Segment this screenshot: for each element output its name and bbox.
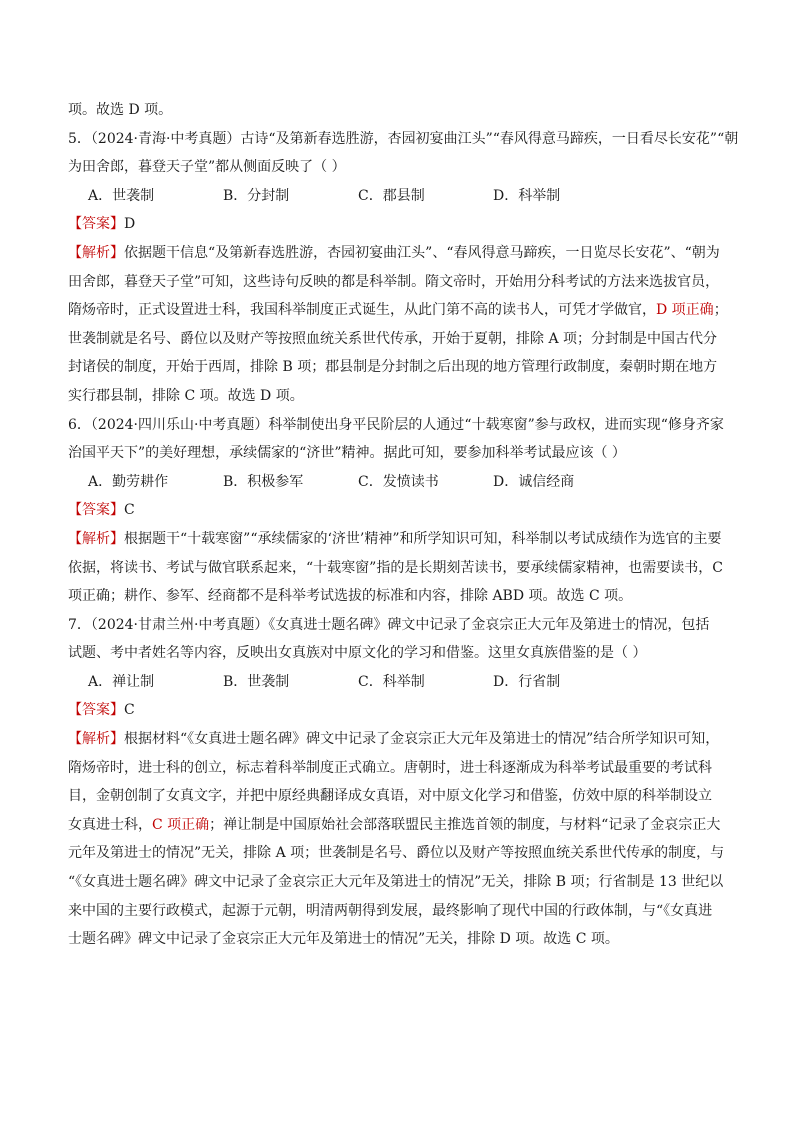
answer-line bbox=[68, 210, 726, 239]
analysis-line: 世袭制就是名号、爵位以及财产等按照血统关系世代传承，开始于夏朝，排除 A 项；分封制是中国古代分 bbox=[68, 330, 718, 347]
option-b: B．世袭制 bbox=[223, 673, 290, 690]
answer-tag: 【答案】 bbox=[68, 702, 124, 719]
options-row bbox=[68, 468, 726, 497]
analysis-text: 根据材料“《女真进士题名碑》碑文中记录了金哀宗正大元年及第进士的情况”结合所学知识可知， bbox=[124, 731, 720, 748]
analysis-text: 依据题干信息“及第新春选胜游，杏园初宴曲江头”、“春风得意马蹄疾，一日览尽长安花”、“朝为 bbox=[124, 244, 720, 261]
analysis-line: 隋炀帝时，进士科的创立，标志着科举制度正式确立。唐朝时，进士科逐渐成为科举考试最重要的考试科 bbox=[68, 759, 712, 776]
option-c: C．郡县制 bbox=[358, 187, 425, 204]
question-stem-line: 为田舍郎，暮登天子堂”都从侧面反映了（ ） bbox=[68, 159, 346, 176]
option-b: B．积极参军 bbox=[223, 473, 304, 490]
option-a: A．世袭制 bbox=[88, 187, 155, 204]
option-d: D．诚信经商 bbox=[493, 473, 575, 490]
question-7 bbox=[68, 611, 726, 954]
answer-line bbox=[68, 696, 726, 725]
option-b: B．分封制 bbox=[223, 187, 290, 204]
analysis-line: 封诸侯的制度，开始于西周，排除 B 项；郡县制是分封制之后出现的地方管理行政制度，秦朝时期在地方 bbox=[68, 359, 718, 376]
answer-value: C bbox=[124, 702, 135, 719]
options-row bbox=[68, 182, 726, 211]
question-6 bbox=[68, 411, 726, 611]
question-stem-line: 7．（2024·甘肃兰州·中考真题）《女真进士题名碑》碑文中记录了金哀宗正大元年及第进士的情况，包括 bbox=[68, 616, 710, 633]
analysis-line: “《女真进士题名碑》碑文中记录了金哀宗正大元年及第进士的情况”无关，排除 B 项；行省制是 13 世纪以 bbox=[68, 874, 724, 891]
analysis-line: 项正确；耕作、参军、经商都不是科举考试选拔的标准和内容，排除 ABD 项。故选 C 项。 bbox=[68, 588, 633, 605]
analysis-line: 士题名碑》碑文中记录了金哀宗正大元年及第进士的情况”无关，排除 D 项。故选 C 项。 bbox=[68, 931, 619, 948]
answer-value: D bbox=[124, 216, 136, 233]
question-stem-line: 5．（2024·青海·中考真题）古诗“及第新春选胜游，杏园初宴曲江头”“春风得意马蹄疾，一日看尽长安花”“朝 bbox=[68, 130, 739, 147]
analysis-line bbox=[68, 239, 726, 268]
analysis-tag: 【解析】 bbox=[68, 530, 124, 547]
analysis-line bbox=[68, 725, 726, 754]
analysis-line: 实行郡县制，排除 C 项。故选 D 项。 bbox=[68, 387, 304, 404]
analysis-line bbox=[68, 525, 726, 554]
option-c: C．发愤读书 bbox=[358, 473, 439, 490]
question-5 bbox=[68, 125, 739, 411]
answer-value: C bbox=[124, 502, 135, 519]
analysis-line: 目，金朝创制了女真文字，并把中原经典翻译成女真语，对中原文化学习和借鉴，仿效中原的科举制设立 bbox=[68, 788, 712, 805]
analysis-line: 隋炀帝时，正式设置进士科，我国科举制度正式诞生，从此门第不高的读书人，可凭才学做官，D 项正确； bbox=[68, 302, 728, 319]
option-d: D．科举制 bbox=[493, 187, 561, 204]
analysis-line: 田舍郎，暮登天子堂”可知，这些诗句反映的都是科举制。隋文帝时，开始用分科考试的方法来选拔官员， bbox=[68, 273, 720, 290]
answer-line bbox=[68, 496, 726, 525]
analysis-line: 女真进士科，C 项正确；禅让制是中国原始社会部落联盟民主推选首领的制度，与材料“记录了金哀宗正大 bbox=[68, 816, 721, 833]
answer-tag: 【答案】 bbox=[68, 216, 124, 233]
analysis-line: 依据，将读书、考试与做官联系起来，“十载寒窗”指的是长期刻苦读书，要承续儒家精神，也需要读书，C bbox=[68, 559, 724, 576]
question-stem-line: 试题、考中者姓名等内容，反映出女真族对中原文化的学习和借鉴。这里女真族借鉴的是（ ） bbox=[68, 645, 647, 662]
question-stem-line: 治国平天下”的美好理想，承续儒家的“济世”精神。据此可知，要参加科举考试最应该（ ） bbox=[68, 445, 626, 462]
option-a: A．勤劳耕作 bbox=[88, 473, 169, 490]
option-c: C．科举制 bbox=[358, 673, 425, 690]
options-row bbox=[68, 668, 726, 697]
analysis-text: 根据题干“十载寒窗”“承续儒家的‘济世’精神”和所学知识可知，科举制以考试成绩作为选官的主要 bbox=[124, 530, 722, 547]
option-d: D．行省制 bbox=[493, 673, 561, 690]
answer-tag: 【答案】 bbox=[68, 502, 124, 519]
option-a: A．禅让制 bbox=[88, 673, 155, 690]
text-line: 项。故选 D 项。 bbox=[68, 102, 173, 118]
analysis-line: 元年及第进士的情况”无关，排除 A 项；世袭制是名号、爵位以及财产等按照血统关系世代传承的制度，与 bbox=[68, 845, 725, 862]
document-page bbox=[68, 96, 739, 954]
analysis-tag: 【解析】 bbox=[68, 731, 124, 748]
question-stem-line: 6．（2024·四川乐山·中考真题）科举制使出身平民阶层的人通过“十载寒窗”参与政权，进而实现“修身齐家 bbox=[68, 416, 724, 433]
analysis-line: 来中国的主要行政模式，起源于元朝，明清两朝得到发展，最终影响了现代中国的行政体制，与“《女真进 bbox=[68, 902, 713, 919]
analysis-tag: 【解析】 bbox=[68, 244, 124, 261]
